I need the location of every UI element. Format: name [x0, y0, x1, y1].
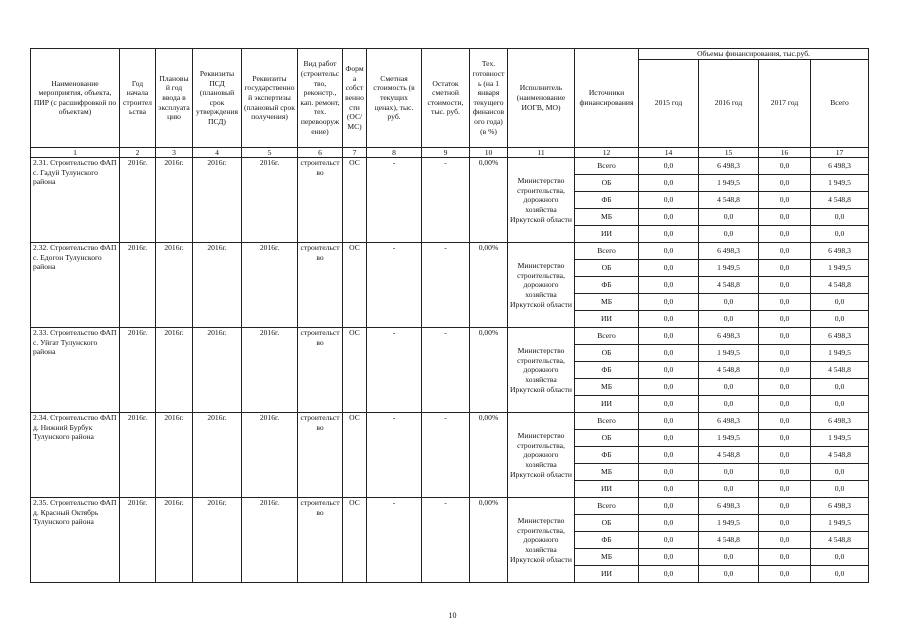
object-name: 2.34. Строительство ФАП д. Нижний Бурбук Тулунского района — [31, 413, 120, 498]
value-2015: 0,0 — [639, 311, 699, 328]
column-number: 5 — [242, 147, 298, 158]
value-2017: 0,0 — [759, 158, 811, 175]
value-2015: 0,0 — [639, 566, 699, 583]
value-2017: 0,0 — [759, 464, 811, 481]
value-total: 1 949,5 — [811, 515, 869, 532]
value-2015: 0,0 — [639, 175, 699, 192]
estimated-cost: - — [367, 328, 422, 413]
funding-source: МБ — [575, 379, 639, 396]
readiness: 0,00% — [470, 328, 508, 413]
value-total: 4 548,8 — [811, 277, 869, 294]
value-total: 6 498,3 — [811, 243, 869, 260]
remaining-cost: - — [422, 243, 470, 328]
funding-source: Всего — [575, 328, 639, 345]
value-2016: 0,0 — [699, 379, 759, 396]
ownership-form: ОС — [343, 243, 367, 328]
value-total: 0,0 — [811, 294, 869, 311]
remaining-cost: - — [422, 328, 470, 413]
value-2016: 0,0 — [699, 226, 759, 243]
header-total: Всего — [811, 59, 869, 147]
ownership-form: ОС — [343, 158, 367, 243]
executor: Министерство строительства, дорожного хозяйства Иркутской области — [508, 413, 575, 498]
value-2016: 4 548,8 — [699, 277, 759, 294]
funding-source: ИИ — [575, 396, 639, 413]
value-total: 6 498,3 — [811, 498, 869, 515]
value-2015: 0,0 — [639, 515, 699, 532]
value-total: 0,0 — [811, 226, 869, 243]
value-2015: 0,0 — [639, 413, 699, 430]
value-2015: 0,0 — [639, 379, 699, 396]
start-year: 2016г. — [120, 158, 156, 243]
object-name: 2.32. Строительство ФАП с. Едогон Тулунского района — [31, 243, 120, 328]
value-2016: 0,0 — [699, 311, 759, 328]
header-name: Наименование мероприятия, объекта, ПИР (с расшифровкой по объектам) — [31, 49, 120, 148]
funding-source: ОБ — [575, 345, 639, 362]
plan-year: 2016г. — [156, 328, 193, 413]
value-total: 4 548,8 — [811, 532, 869, 549]
funding-source: ФБ — [575, 532, 639, 549]
header-psd: Реквизиты ПСД (плановый срок утверждения ПСД) — [193, 49, 242, 148]
value-2015: 0,0 — [639, 294, 699, 311]
value-2015: 0,0 — [639, 277, 699, 294]
value-2015: 0,0 — [639, 549, 699, 566]
funding-source: ИИ — [575, 311, 639, 328]
value-2016: 6 498,3 — [699, 413, 759, 430]
column-number: 10 — [470, 147, 508, 158]
page-number: 10 — [448, 611, 457, 620]
expertise-date: 2016г. — [242, 243, 298, 328]
funding-source: ИИ — [575, 481, 639, 498]
value-2017: 0,0 — [759, 566, 811, 583]
start-year: 2016г. — [120, 413, 156, 498]
value-2015: 0,0 — [639, 481, 699, 498]
header-estimated-cost: Сметная стоимость (в текущих ценах), тыс. руб. — [367, 49, 422, 148]
value-total: 6 498,3 — [811, 158, 869, 175]
work-type: строительство — [298, 158, 343, 243]
column-number: 4 — [193, 147, 242, 158]
object-name: 2.31. Строительство ФАП с. Гадуй Тулунского района — [31, 158, 120, 243]
header-ownership: Форма собственности (ОС/МС) — [343, 49, 367, 148]
header-readiness: Тех. готовность (на 1 января текущего финансового года) (в %) — [470, 49, 508, 148]
estimated-cost: - — [367, 413, 422, 498]
value-2016: 1 949,5 — [699, 345, 759, 362]
column-number: 8 — [367, 147, 422, 158]
column-number: 15 — [699, 147, 759, 158]
plan-year: 2016г. — [156, 243, 193, 328]
funding-source: МБ — [575, 209, 639, 226]
value-2016: 4 548,8 — [699, 532, 759, 549]
value-total: 0,0 — [811, 209, 869, 226]
value-2017: 0,0 — [759, 379, 811, 396]
estimated-cost: - — [367, 498, 422, 583]
start-year: 2016г. — [120, 328, 156, 413]
value-2016: 6 498,3 — [699, 243, 759, 260]
value-total: 6 498,3 — [811, 413, 869, 430]
value-2017: 0,0 — [759, 498, 811, 515]
value-2016: 0,0 — [699, 481, 759, 498]
object-name: 2.35. Строительство ФАП д. Красный Октябрь Тулунского района — [31, 498, 120, 583]
funding-source: ИИ — [575, 566, 639, 583]
readiness: 0,00% — [470, 243, 508, 328]
work-type: строительство — [298, 498, 343, 583]
value-2017: 0,0 — [759, 345, 811, 362]
table-row — [31, 328, 869, 345]
funding-source: ФБ — [575, 362, 639, 379]
funding-source: МБ — [575, 294, 639, 311]
plan-year: 2016г. — [156, 158, 193, 243]
header-funding: Объемы финансирования, тыс.руб. — [639, 49, 869, 60]
header-expertise: Реквизиты государственной экспертизы (плановый срок получения) — [242, 49, 298, 148]
ownership-form: ОС — [343, 498, 367, 583]
funding-source: ФБ — [575, 192, 639, 209]
plan-year: 2016г. — [156, 498, 193, 583]
column-number: 14 — [639, 147, 699, 158]
column-number: 9 — [422, 147, 470, 158]
funding-source: ОБ — [575, 515, 639, 532]
value-2017: 0,0 — [759, 294, 811, 311]
funding-source: Всего — [575, 413, 639, 430]
header-start-year: Год начала строительства — [120, 49, 156, 148]
financing-table — [30, 48, 869, 583]
value-2016: 1 949,5 — [699, 430, 759, 447]
value-2015: 0,0 — [639, 447, 699, 464]
psd-date: 2016г. — [193, 498, 242, 583]
start-year: 2016г. — [120, 498, 156, 583]
executor: Министерство строительства, дорожного хозяйства Иркутской области — [508, 158, 575, 243]
header-executor: Исполнитель (наименование ИОГВ, МО) — [508, 49, 575, 148]
funding-source: Всего — [575, 158, 639, 175]
header-year-2017: 2017 год — [759, 59, 811, 147]
column-number-row — [31, 147, 869, 158]
value-2015: 0,0 — [639, 430, 699, 447]
funding-source: ИИ — [575, 226, 639, 243]
column-number: 2 — [120, 147, 156, 158]
value-2017: 0,0 — [759, 311, 811, 328]
work-type: строительство — [298, 328, 343, 413]
value-2016: 6 498,3 — [699, 328, 759, 345]
value-2016: 0,0 — [699, 549, 759, 566]
work-type: строительство — [298, 413, 343, 498]
readiness: 0,00% — [470, 413, 508, 498]
funding-source: Всего — [575, 498, 639, 515]
executor: Министерство строительства, дорожного хозяйства Иркутской области — [508, 498, 575, 583]
funding-source: ФБ — [575, 277, 639, 294]
value-2017: 0,0 — [759, 277, 811, 294]
header-remaining-cost: Остаток сметной стоимости, тыс. руб. — [422, 49, 470, 148]
ownership-form: ОС — [343, 413, 367, 498]
table-body — [31, 158, 869, 583]
psd-date: 2016г. — [193, 158, 242, 243]
value-2016: 1 949,5 — [699, 260, 759, 277]
executor: Министерство строительства, дорожного хозяйства Иркутской области — [508, 328, 575, 413]
value-2015: 0,0 — [639, 226, 699, 243]
expertise-date: 2016г. — [242, 158, 298, 243]
value-total: 1 949,5 — [811, 260, 869, 277]
value-2017: 0,0 — [759, 532, 811, 549]
remaining-cost: - — [422, 498, 470, 583]
value-2015: 0,0 — [639, 362, 699, 379]
value-2015: 0,0 — [639, 498, 699, 515]
value-2016: 6 498,3 — [699, 158, 759, 175]
estimated-cost: - — [367, 243, 422, 328]
value-2015: 0,0 — [639, 158, 699, 175]
column-number: 6 — [298, 147, 343, 158]
value-2017: 0,0 — [759, 328, 811, 345]
column-number: 7 — [343, 147, 367, 158]
value-2015: 0,0 — [639, 532, 699, 549]
table-row — [31, 498, 869, 515]
value-2017: 0,0 — [759, 549, 811, 566]
column-number: 12 — [575, 147, 639, 158]
psd-date: 2016г. — [193, 328, 242, 413]
column-number: 16 — [759, 147, 811, 158]
value-2016: 4 548,8 — [699, 192, 759, 209]
header-year-2015: 2015 год — [639, 59, 699, 147]
funding-source: ОБ — [575, 430, 639, 447]
value-2016: 6 498,3 — [699, 498, 759, 515]
executor: Министерство строительства, дорожного хозяйства Иркутской области — [508, 243, 575, 328]
remaining-cost: - — [422, 413, 470, 498]
value-2017: 0,0 — [759, 209, 811, 226]
readiness: 0,00% — [470, 498, 508, 583]
value-2016: 0,0 — [699, 464, 759, 481]
header-year-2016: 2016 год — [699, 59, 759, 147]
value-total: 1 949,5 — [811, 175, 869, 192]
funding-source: ОБ — [575, 260, 639, 277]
funding-source: МБ — [575, 549, 639, 566]
value-2017: 0,0 — [759, 362, 811, 379]
value-2016: 4 548,8 — [699, 447, 759, 464]
value-2015: 0,0 — [639, 260, 699, 277]
psd-date: 2016г. — [193, 243, 242, 328]
value-total: 1 949,5 — [811, 345, 869, 362]
readiness: 0,00% — [470, 158, 508, 243]
value-total: 0,0 — [811, 566, 869, 583]
expertise-date: 2016г. — [242, 328, 298, 413]
value-2017: 0,0 — [759, 260, 811, 277]
value-2016: 1 949,5 — [699, 175, 759, 192]
start-year: 2016г. — [120, 243, 156, 328]
table-row — [31, 413, 869, 430]
value-2017: 0,0 — [759, 481, 811, 498]
value-total: 0,0 — [811, 379, 869, 396]
header-work-type: Вид работ (строительство, реконстр., кап. ремонт, тех. перевооружение) — [298, 49, 343, 148]
estimated-cost: - — [367, 158, 422, 243]
value-total: 0,0 — [811, 549, 869, 566]
value-2015: 0,0 — [639, 192, 699, 209]
value-2017: 0,0 — [759, 430, 811, 447]
value-total: 1 949,5 — [811, 430, 869, 447]
value-total: 6 498,3 — [811, 328, 869, 345]
value-2016: 0,0 — [699, 396, 759, 413]
value-2016: 4 548,8 — [699, 362, 759, 379]
value-2015: 0,0 — [639, 396, 699, 413]
remaining-cost: - — [422, 158, 470, 243]
column-number: 17 — [811, 147, 869, 158]
value-2015: 0,0 — [639, 243, 699, 260]
value-2017: 0,0 — [759, 413, 811, 430]
value-2017: 0,0 — [759, 192, 811, 209]
value-2016: 1 949,5 — [699, 515, 759, 532]
value-2017: 0,0 — [759, 447, 811, 464]
work-type: строительство — [298, 243, 343, 328]
value-total: 4 548,8 — [811, 362, 869, 379]
value-2016: 0,0 — [699, 209, 759, 226]
value-2017: 0,0 — [759, 243, 811, 260]
funding-source: МБ — [575, 464, 639, 481]
header-sources: Источники финансирования — [575, 49, 639, 148]
value-2017: 0,0 — [759, 175, 811, 192]
psd-date: 2016г. — [193, 413, 242, 498]
table-row — [31, 158, 869, 175]
value-2017: 0,0 — [759, 515, 811, 532]
value-2015: 0,0 — [639, 328, 699, 345]
value-2015: 0,0 — [639, 345, 699, 362]
column-number: 1 — [31, 147, 120, 158]
object-name: 2.33. Строительство ФАП с. Уйгат Тулунского района — [31, 328, 120, 413]
expertise-date: 2016г. — [242, 413, 298, 498]
column-number: 11 — [508, 147, 575, 158]
ownership-form: ОС — [343, 328, 367, 413]
value-total: 0,0 — [811, 481, 869, 498]
value-2017: 0,0 — [759, 396, 811, 413]
value-2015: 0,0 — [639, 464, 699, 481]
plan-year: 2016г. — [156, 413, 193, 498]
value-total: 0,0 — [811, 311, 869, 328]
value-total: 0,0 — [811, 464, 869, 481]
funding-source: ОБ — [575, 175, 639, 192]
table-row — [31, 243, 869, 260]
value-total: 0,0 — [811, 396, 869, 413]
value-2017: 0,0 — [759, 226, 811, 243]
value-2016: 0,0 — [699, 294, 759, 311]
expertise-date: 2016г. — [242, 498, 298, 583]
value-2015: 0,0 — [639, 209, 699, 226]
column-number: 3 — [156, 147, 193, 158]
value-total: 4 548,8 — [811, 192, 869, 209]
funding-source: ФБ — [575, 447, 639, 464]
value-total: 4 548,8 — [811, 447, 869, 464]
funding-source: Всего — [575, 243, 639, 260]
header-plan-year: Плановый год ввода в эксплуатацию — [156, 49, 193, 148]
value-2016: 0,0 — [699, 566, 759, 583]
